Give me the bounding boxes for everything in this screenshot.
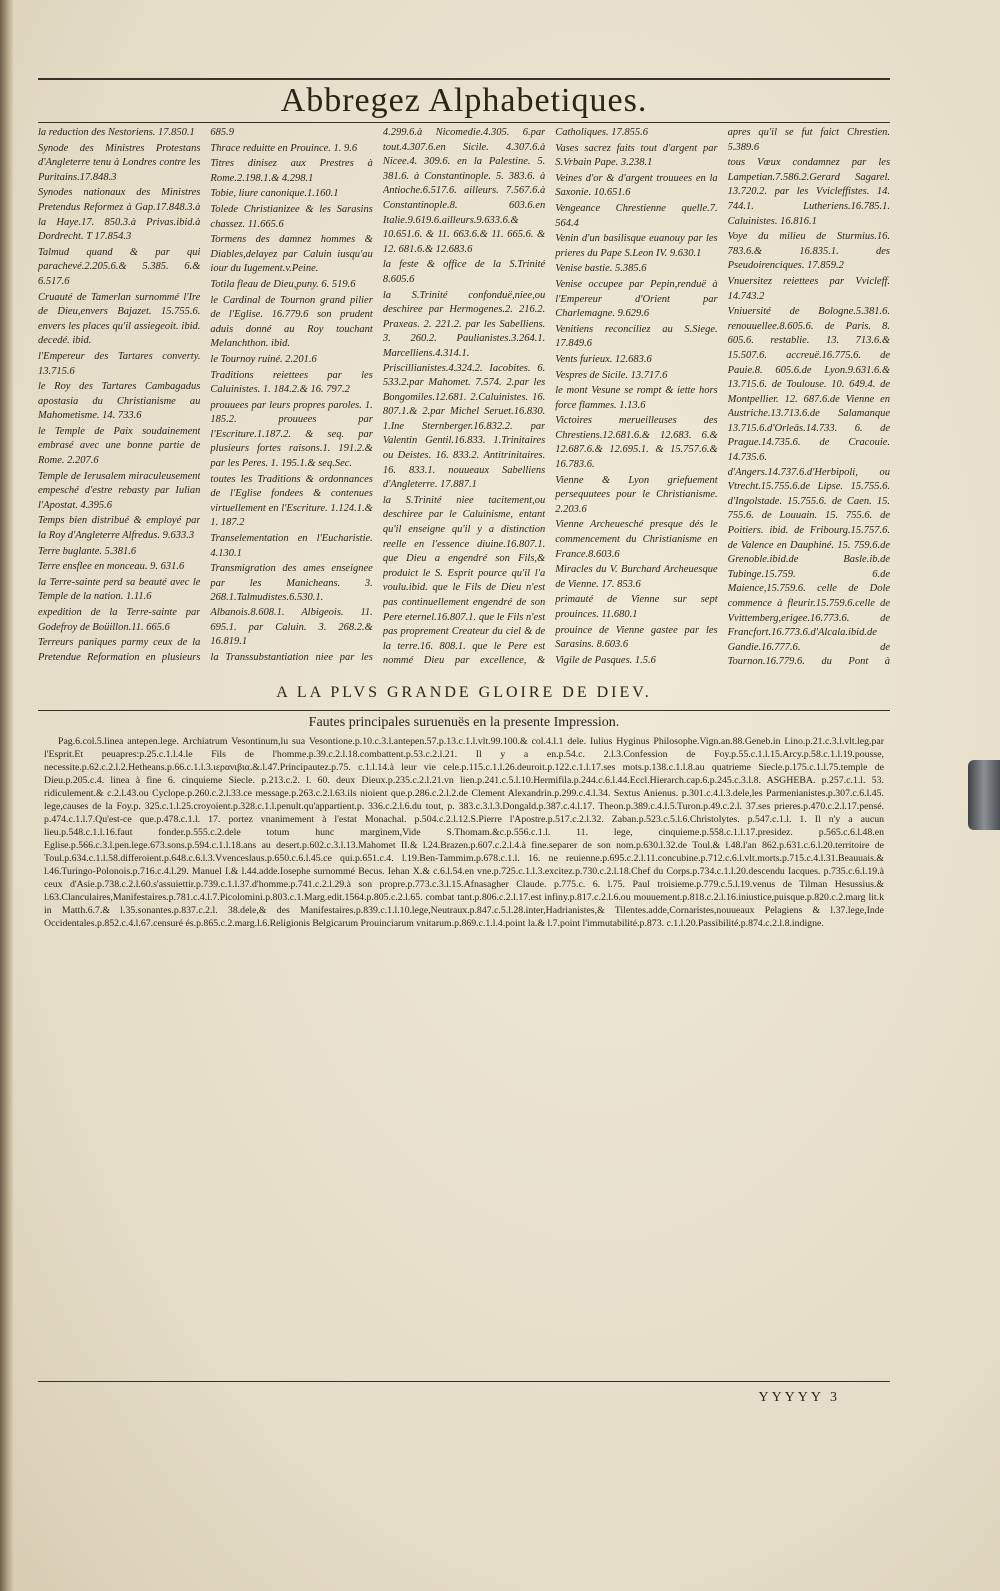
index-entry: prouince de Vienne gastee par les Sarasins. 8.603.6 (555, 624, 718, 651)
index-column-1 (38, 126, 200, 666)
index-entry: la Transsubstantiation niee par les (210, 651, 373, 663)
index-entry: 4.299.6.à Nicomedie.4.305. 6.par tout.4.307.6.en Sicile. 4.307.6.à Nicee.4. 309.6. en la Palestine. 5. 381.6. à Constantinople. 5. 383.6. à Antioche.6.517.6. ailleurs. 7.567.6.à Constantinople.8. 603.6.en Italie.9.619.6.ailleurs.9.633.6.& 10.651.6. & 11. 663.6.& 11. 665.6. & 12. 681.6.& 12.683.6 (382, 127, 546, 255)
index-entry: la S.Trinité niee tacitement,ou deschiree par le Caluinisme, entant qu'il enseigne qu'il y a distinction reelle en l'essence diuine.16.807.1. que Dieu a engendré son Fils,& produict le S. Esprit pource qu'il l'a voulu.ibid. que le Fils de Dieu n'est pas continuellement engendré de son Pere eternel.16.807.1. que le Fils n'est pas proprement Createur du ciel & de la terre.16. 808.1. que le Pere est nommé Dieu par excellence, & (382, 494, 546, 666)
index-entry: Victoires merueilleuses des Chrestiens.12.681.6.& 12.683. 6.& 12.687.6.& 12.695.1. & 15.757.6.& 16.783.6. (555, 415, 718, 471)
index-entry: Transelementation en l'Eucharistie. 4.130.1 (210, 533, 373, 559)
index-columns (38, 126, 890, 666)
index-entry: Talmud quand & par qui parachevé.2.205.6.& 5.385. 6.& 6.517.6 (38, 246, 201, 287)
index-entry: le Tournoy ruiné. 2.201.6 (210, 353, 317, 365)
index-entry: Vengeance Chrestienne quelle.7. 564.4 (555, 202, 718, 229)
index-entry: expedition de la Terre-sainte par Godefroy de Boüillon.11. 665.6 (38, 607, 201, 633)
index-entry: l'Empereur des Tartares converty. 13.715.6 (38, 350, 201, 377)
index-entry: la S.Trinité confonduë,niee,ou deschiree par Hermogenes.2. 216.2. Praxeas. 2. 221.2. par les Sabelliens. 3. 260.2. Paulianistes.3.264.1. Marcelliens.4.314.1. Priscillianistes.4.324.2. Iacobites. 6. 533.2.par Mahomet. 7.574. 2.par les Bongomiles.12.681. 2.Caluinistes. 16. 807.1.& 2.par Michel Seruet.16.830. 1.Ine Sternberger.16.832.2. par Valentin Gentil.16.833. 1.Trinitaires ou Deistes. 16. 833.2. Antitrinitaires. 16. 833.1. nouueaux Sabelliens d'Angleterre. 17.887.1 (382, 289, 546, 491)
index-entry: Vienne & Lyon griefuement persequutees pour le Christianisme. 2.203.6 (555, 474, 718, 515)
index-entry: Tolede Christianizee & les Sarasins chassez. 11.665.6 (210, 203, 373, 230)
index-entry: Venise occupee par Pepin,renduë à l'Empereur d'Orient par Charlemagne. 9.629.6 (555, 278, 718, 320)
index-entry: le Cardinal de Tournon grand pilier de l'Eglise. 16.779.6 son prudent aduis donné au Roy touchant Melanchthon. ibid. (210, 294, 373, 350)
index-entry: Tobie, liure canonique.1.160.1 (210, 188, 339, 200)
index-entry: Synode des Ministres Protestans d'Angleterre tenu à Londres contre les Puritains.17.848.3 (38, 142, 201, 183)
index-entry: Voye du milieu de Sturmius.16. 783.6.& 16.835.1. des Pseudoirenciques. 17.859.2 (727, 231, 891, 272)
index-entry: apres qu'il se fut faict Chrestien. 5.389.6 (727, 127, 891, 153)
index-entry: Vases sacrez faits tout d'argent par S.Vrbain Pape. 3.238.1 (555, 142, 718, 169)
index-entry: Thrace reduitte en Prouince. 1. 9.6 (210, 142, 358, 154)
page-clip (968, 760, 1000, 830)
index-entry: Temps bien distribué & employé par la Roy d'Angleterre Alfredus. 9.633.3 (38, 515, 201, 542)
index-entry: prouuees par leurs propres paroles. 1. 185.2. prouuees par l'Escriture.1.187.2. & seq. par plusieurs fortes raisons.1. 191.2.& par les Peres. 1. 195.1.& seq.Sec. (210, 399, 373, 470)
index-entry: le mont Vesune se rompt & iette hors force flammes. 1.13.6 (555, 385, 718, 411)
page-header (38, 78, 890, 123)
closing-motto: A LA PLVS GRANDE GLOIRE DE DIEV. (276, 684, 652, 701)
index-entry: Terre ensflee en monceau. 9. 631.6 (38, 561, 185, 573)
index-entry: Venin d'un basilisque euanouy par les prieres du Pape S.Leon IV. 9.630.1 (555, 233, 718, 259)
index-entry: Titres dinisez aux Prestres à Rome.2.198.1.& 4.298.1 (210, 158, 373, 184)
index-entry: Terreurs paniques parmy ceux de la Pretendue Reformation en plusieurs (38, 637, 201, 663)
index-entry: primauté de Vienne sur sept prouinces. 11.680.1 (555, 594, 718, 620)
index-entry: Vigile de Pasques. 1.5.6 (555, 654, 656, 666)
index-entry: la Terre-sainte perd sa beauté avec le Temple de la nation. 1.11.6 (38, 576, 201, 603)
index-entry: la feste & office de la S.Trinité 8.605.6 (382, 259, 546, 285)
index-entry: Cruauté de Tamerlan surnommé l'Ire de Dieu,envers Bajazet. 15.755.6. envers les places qu'il assiegeoit. ibid. decedé. ibid. (38, 291, 201, 347)
errata-section (38, 710, 890, 1382)
index-column-3 (383, 126, 545, 666)
index-entry: Vienne Archeuesché presque dés le commencement du Christianisme en France.8.603.6 (555, 519, 718, 560)
signature-mark: YYYYY 3 (758, 1390, 840, 1405)
index-entry: Traditions reiettees par les Caluinistes. 1. 184.2.& 16. 797.2 (210, 369, 373, 396)
index-entry: Venise bastie. 5.385.6 (555, 263, 647, 275)
index-entry: 685.9 (210, 127, 235, 138)
index-entry: tous Vœux condamnez par les Lampetian.7.586.2.Gerard Sagarel. 13.720.2. par les Vvicleffistes. 14. 744.1. Lutheriens.16.785.1. Caluinistes. 16.816.1 (727, 157, 891, 227)
errata-title: Fautes principales suruenuës en la presente Impression. (308, 715, 620, 730)
index-entry: toutes les Traditions & ordonnances de l'Eglise fondees & contenues virtuellement en l'Escriture. 1.124.1.& 1. 187.2 (210, 473, 373, 529)
index-column-5 (728, 126, 890, 666)
index-column-4 (555, 126, 717, 666)
index-entry: Temple de Ierusalem miraculeusement empesché d'estre rebasty par Iulian l'Apostat. 4.395.6 (38, 470, 201, 511)
index-entry: la reduction des Nestoriens. 17.850.1 (38, 127, 195, 138)
page-title: Abbregez Alphabetiques. (280, 82, 648, 119)
index-column-2 (210, 126, 372, 666)
index-entry: Vespres de Sicile. 13.717.6 (555, 369, 668, 381)
index-entry: Veines d'or & d'argent trouuees en la Saxonie. 10.651.6 (555, 172, 718, 199)
index-entry: le Roy des Tartares Cambagadus apostasia du Christianisme au Mahometisme. 14. 733.6 (38, 381, 201, 422)
index-entry: Vents furieux. 12.683.6 (555, 353, 652, 365)
index-entry: Venitiens reconciliez au S.Siege. 17.849.6 (555, 323, 718, 350)
index-entry: Synodes nationaux des Ministres Pretendus Reformez à Gap.17.848.3.à la Haye.17. 850.3.à Privas.ibid.à Dordrecht. T 17.854.3 (38, 187, 201, 243)
index-entry: Terre buglante. 5.381.6 (38, 545, 137, 557)
binding-shadow (0, 0, 14, 1591)
index-entry: Transmigration des ames enseignee par les Manicheans. 3. 268.1.Talmudistes.6.530.1. Albanois.8.608.1. Albigeois. 11. 695.1. par Caluin. 3. 268.2.& 16.819.1 (210, 563, 373, 648)
index-entry: Vnuersitez reiettees par Vvicleff. 14.743.2 (727, 275, 891, 302)
index-entry: Tormens des damnez hommes & Diables,delayez par Caluin iusqu'au iour du Iugement.v.Peine. (210, 234, 373, 275)
index-entry: Miracles du V. Burchard Archeuesque de Vienne. 17. 853.6 (555, 564, 718, 590)
index-entry: le Temple de Paix soudainement embrasé avec une bonne partie de Rome. 2.207.6 (38, 425, 201, 467)
errata-body: Pag.6.col.5.linea antepen.lege. Archiatrum Vesontinum,lu sua Vesontione.p.10.c.3.l.antepen.57.p.13.c.1.l.vlt.99.100.& col.4.l.1 dele. Iulius Hyginus Philosophe.Vign.an.88.Geneb.in Lino.p.21.c.3.l.vlt.leg.par l'Esprit.Et peuapres:p.25.c.1.l.4.le Fils de l'homme.p.39.c.2.l.18.combattent.p.53.c.2.l.21. Il y a en.p.54.c. 2.l.3.Confession de Foy.p.55.c.1.l.15.Arcy.p.58.c.1.l.19.pousse, necessite.p.62.c.2.l.2.Hetheans.p.66.c.1.l.3.ιερανιβια.&.l.47.Principautez.p.75. c.1.l.14.à leur vie cele.p.115.c.1.l.26.deuroit.p.122.c.1.l.17.ses mots.p.138.c.1.l.8.au quatrieme Siecle.p.175.c.1.l.75.temple de Dieu.p.205.c.4. linea à fine 6. cinquieme Siecle. p.213.c.2. l. 60. deux Dieux.p.235.c.2.l.21.vn lien.p.241.c.5.l.10.Hermifila.p.244.c.6.l.44.Eccl.Hierarch.cap.6.p.245.c.3.l.8. ASGHEBA. p.257.c.1.l. 53. ridiculement.& c.2.l.43.ou Cyclope.p.260.c.2.l.33.ce message.p.263.c.2.l.63.ils nioient que.p.286.c.2.l.2.de Clement Alexandrin.p.299.c.4.l.34. Sextus Anienus. p.301.c.4.l.3.dele,les Parmenianistes.p.307.c.6.l.45. lege,causes de la Foy.p. 325.c.1.l.25.croyoient.p.328.c.1.l.penult.qu'appartient.p. 336.c.2.l.6.du tout, p. 383.c.3.l.3.Dongald.p.387.c.4.l.17. Theon.p.389.c.4.l.5.Turon.p.49.c.2.l. 37.ses prieres.p.470.c.2.l.17.pensé. p.474.c.1.l.7.Qu'est-ce que.p.478.c.1.l. 17. portez vnanimement à l'estat Monachal. p.504.c.2.l.12.S.Pierre l'Apostre.p.517.c.2.l.32. Zaban.p.523.c.5.l.6.Christolytes. p.547.c.1.l. 1. Il n'y a aucun lieu.p.548.c.1.l.16.faut fonder.p.555.c.2.dele totum hunc marginem,Vide S.Thomam.&c.p.556.c.1.l. 11. lege, cinquieme.p.558.c.1.l.17.presidez. p.565.c.6.l.48.en Eglise.p.566.c.3.l.pen.lege.673.sons.p.594.c.1.l.18.ans au desert.p.602.c.3.l.13.Mahomet II.& l.24.Brazen.p.607.c.2.l.4.à fine.separer de son nom.p.630.l.32.de Toul.& l.48.l'an 862.p.631.c.6.l.20.territoire de Toul.p.634.c.1.l.58.differoient.p.648.c.6.l.3.Vvenceslaus.p.650.c.6.l.45.ce qui.p.651.c.4. l.19.Ben-Tammim.p.678.c.1.l. 16. ne reuienne.p.695.c.2.l.11.concubine.p.712.c.6.l.vlt.morts.p.715.c.4.l.31.Beauuais.& l.46.Turingo-Polonois.p.716.c.4.l.29. Manuel I.& l.44.adde.Iosephe surnommé Becus. Iehan X.& c.6.l.54.en vne.p.725.c.1.l.3.excitez.p.730.c.2.l.18.Chef du Corps.p.734.c.1.l.20.descendu Iacques. p.735.c.6.l.19.à ceux d'Asie.p.738.c.2.l.60.s'assuiettir.p.739.c.1.l.37.d'homme.p.741.c.2.l.29.à son propre.p.773.c.3.l.15.Afnasagher Claude. p.775.c. 6. l.75. Paul troisieme.p.779.c.5.l.19.venus de Tilman Hesussius.& l.63.Clanculaires,Manifestaires.p.781.c.4.l.7.Picolomini.p.803.c.1.Marg.edit.1564.p.805.c.2.l.65. combat tant.p.806.c.2.l.17.est infiny.p.817.c.2.l.6.ou mouuement.p.818.c.2.l.16.iniustice,puisque.p.820.c.2.marg lit.k in Matth.6.7.& l.35.sonantes.p.837.c.2.l. 38.dele,& des Manifestaires.p.839.c.1.l.10.lege,Neutraux.p.847.c.5.l.28.inter,Hadrianistes,& Tilentes.adde,Cornaristes,nouueaux Pelagiens & l.37.lege,Inde Occidentales.p.852.c.4.l.67.censuré és.p.865.c.2.marg.l.6.Religionis Belgicarum Prouinciarum vnitarum.p.869.c.1.l.4.point la.& l.7.point l'immutabilité.p.873. c.1.l.20.Passibilité.p.874.c.2.l.8.indigne. (44, 736, 884, 929)
index-entry: Catholiques. 17.855.6 (555, 127, 648, 138)
index-entry: Vniuersité de Bologne.5.381.6. renouuellee.8.605.6. de Paris. 8. 605.6. restablie. 13. 713.6.& 15.507.6. accreuë.16.775.6. de Pauie.8. 605.6.de Lyon.9.631.6.& 13.715.6. de Toulouse. 10. 649.4. de Montpellier. 12. 687.6.de Vienne en Austriche.13.713.6.de Salamanque 13.715.6.d'Orleās.14.733. 6. de Prague.14.735.6. de Cracouie. 14.735.6. d'Angers.14.737.6.d'Herbipoli, ou Vtrecht.15.755.6.de Lipse. 15.755.6. d'Ingolstade. 15.755.6. de Caen. 15. 755.6. de Louuain. 15. 755.6. de Poitiers. ibid. de Fribourg.15.757.6. de Valence en Dauphiné. 15. 759.6.de Grenoble.ibid.de Basle.ib.de Tubinge.15.759. 6.de Maience,15.759.6. celle de Dole commence à fleurir.15.759.6.celle de Vvittemberg,erigee.16.773.6. de Francfort.16.773.6.d'Alcala.ibid.de Gandie.16.777.6. de Tournon.16.779.6. du Pont à (727, 306, 891, 666)
index-entry: Totila fleau de Dieu,puny. 6. 519.6 (210, 278, 356, 290)
